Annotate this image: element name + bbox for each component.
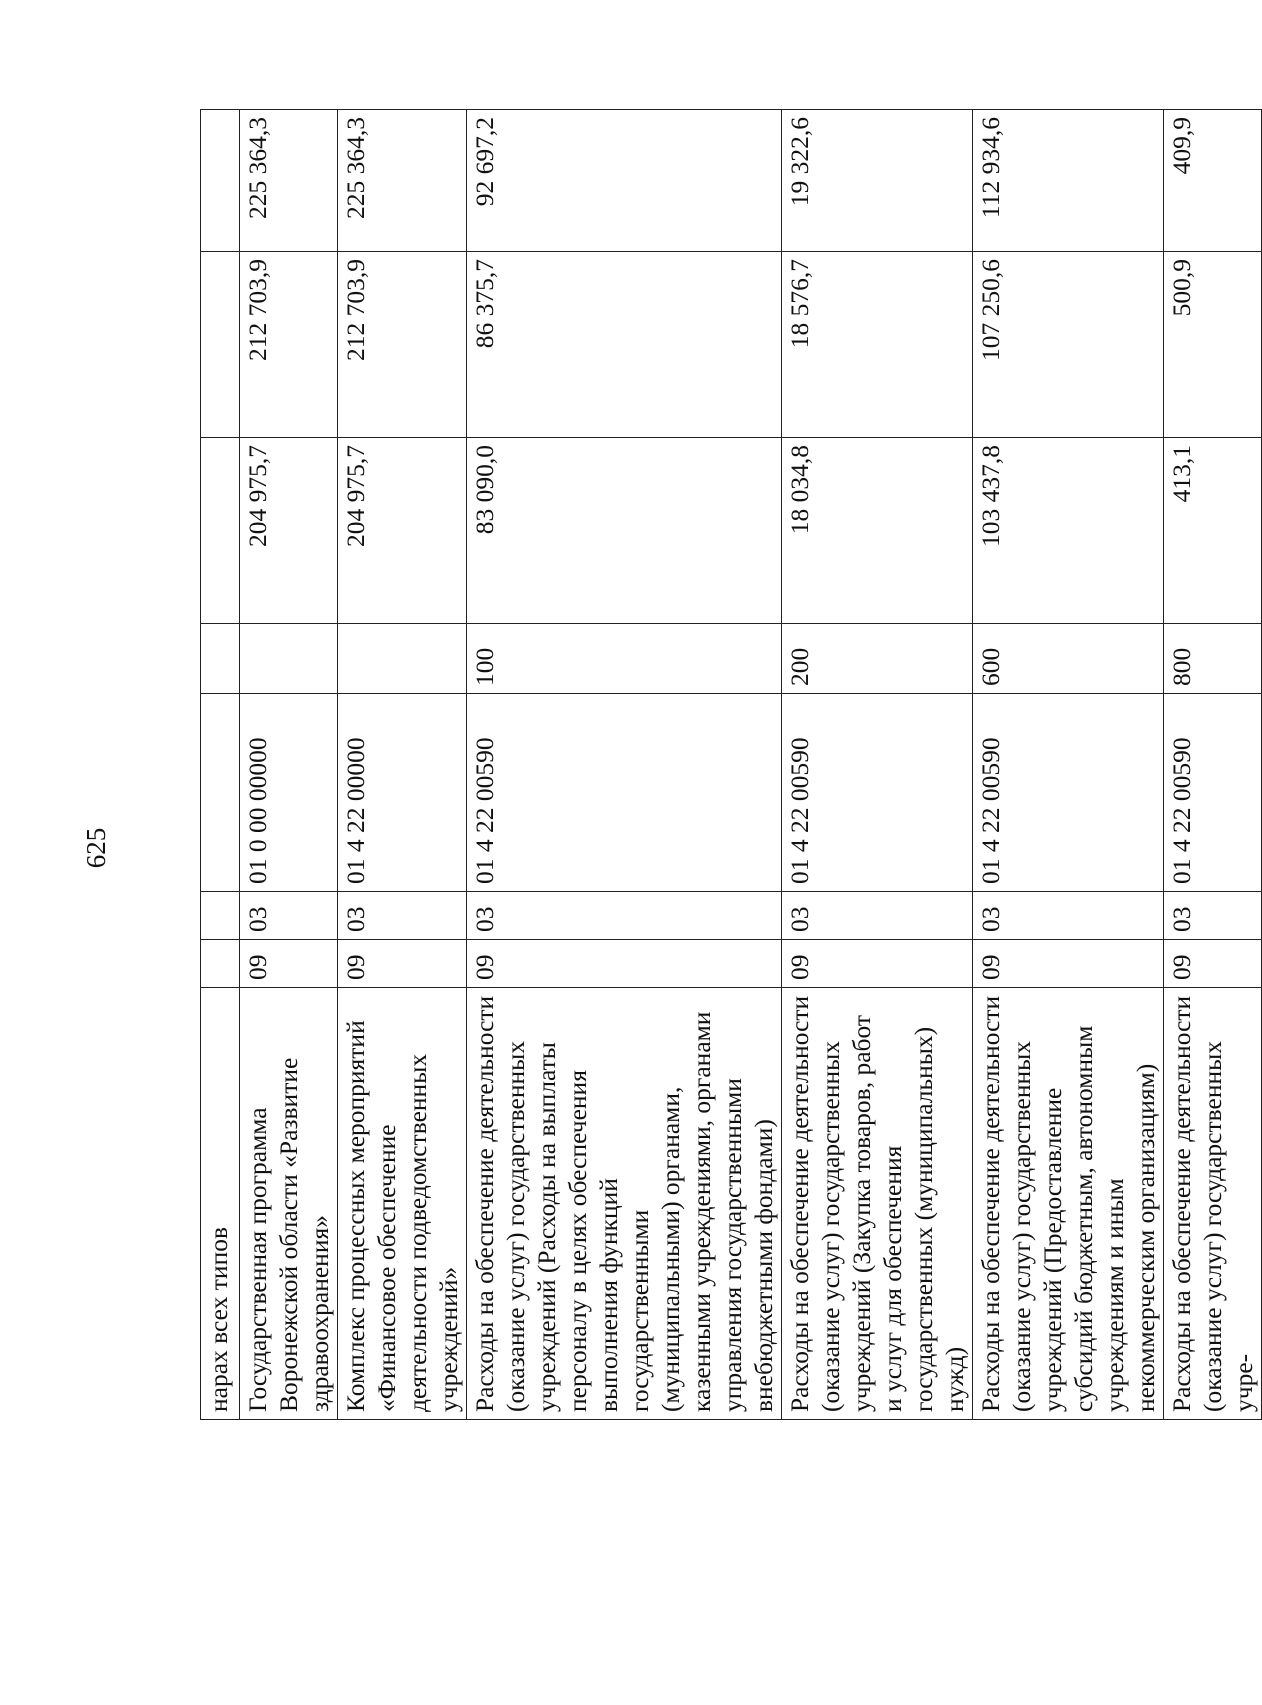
amount-year-1: 83 090,0: [467, 438, 782, 624]
amount-year-2: 86 375,7: [467, 252, 782, 438]
table-row: [240, 110, 338, 1420]
subsection-code: 03: [782, 892, 973, 940]
subsection-code: 03: [467, 892, 782, 940]
section-code: 09: [782, 940, 973, 988]
target-article-code: 01 4 22 00590: [782, 694, 973, 892]
subsection-code: 03: [1164, 892, 1262, 940]
target-article-code: 01 4 22 00590: [973, 694, 1164, 892]
expense-type-code: 100: [467, 624, 782, 694]
amount-year-1: 204 975,7: [240, 438, 338, 624]
subsection-code: 03: [240, 892, 338, 940]
amount-year-1: 18 034,8: [782, 438, 973, 624]
expense-type-code: [240, 624, 338, 694]
section-code: 09: [973, 940, 1164, 988]
table-row: [467, 110, 782, 1420]
target-article-code: 01 4 22 00000: [338, 694, 467, 892]
row-name: Расходы на обеспечение деятельности (оказание услуг) государственных учреждений (Расходы на выплаты персоналу в целях обеспечения выполнения функций государственными (муниципальными) органами, казенными учреждениями, органами управления государственными внебюджетными фондами): [467, 988, 782, 1420]
page-number: 625: [81, 827, 111, 869]
amount-year-1: 413,1: [1164, 438, 1262, 624]
amount-year-1: 204 975,7: [338, 438, 467, 624]
table-row-continued-header: [201, 110, 240, 1420]
amount-year-2: 500,9: [1164, 252, 1262, 438]
amount-year-1: 103 437,8: [973, 438, 1164, 624]
amount-year-2: 107 250,6: [973, 252, 1164, 438]
expense-type-code: 200: [782, 624, 973, 694]
row-name: Государственная программа Воронежской области «Развитие здравоохранения»: [240, 988, 338, 1420]
amount-year-3: 225 364,3: [240, 110, 338, 252]
budget-table: [200, 109, 1262, 1420]
amount-year-2: 18 576,7: [782, 252, 973, 438]
section-code: 09: [467, 940, 782, 988]
row-name: Комплекс процессных мероприятий «Финансовое обеспечение деятельности подведомственных учреждений»: [338, 988, 467, 1420]
subsection-code: 03: [338, 892, 467, 940]
continued-text-cell: нарах всех типов: [201, 988, 240, 1420]
amount-year-3: 92 697,2: [467, 110, 782, 252]
section-code: 09: [240, 940, 338, 988]
amount-year-2: 212 703,9: [338, 252, 467, 438]
target-article-code: 01 0 00 00000: [240, 694, 338, 892]
target-article-code: 01 4 22 00590: [1164, 694, 1262, 892]
amount-year-3: 112 934,6: [973, 110, 1164, 252]
table-row: [338, 110, 467, 1420]
amount-year-3: 409,9: [1164, 110, 1262, 252]
table-row: [973, 110, 1164, 1420]
section-code: 09: [338, 940, 467, 988]
table-row: [1164, 110, 1262, 1420]
expense-type-code: 600: [973, 624, 1164, 694]
row-name: Расходы на обеспечение деятельности (оказание услуг) государственных учреждений (Закупка товаров, работ и услуг для обеспечения государственных (муниципальных) нужд): [782, 988, 973, 1420]
expense-type-code: 800: [1164, 624, 1262, 694]
section-code: 09: [1164, 940, 1262, 988]
row-name: Расходы на обеспечение деятельности (оказание услуг) государственных учре-: [1164, 988, 1262, 1420]
row-name: Расходы на обеспечение деятельности (оказание услуг) государственных учреждений (Предоставление субсидий бюджетным, автономным учреждениям и иным некоммерческим организациям): [973, 988, 1164, 1420]
budget-table-container: [200, 110, 1258, 1420]
table-row: [782, 110, 973, 1420]
amount-year-2: 212 703,9: [240, 252, 338, 438]
amount-year-3: 225 364,3: [338, 110, 467, 252]
expense-type-code: [338, 624, 467, 694]
amount-year-3: 19 322,6: [782, 110, 973, 252]
target-article-code: 01 4 22 00590: [467, 694, 782, 892]
subsection-code: 03: [973, 892, 1164, 940]
